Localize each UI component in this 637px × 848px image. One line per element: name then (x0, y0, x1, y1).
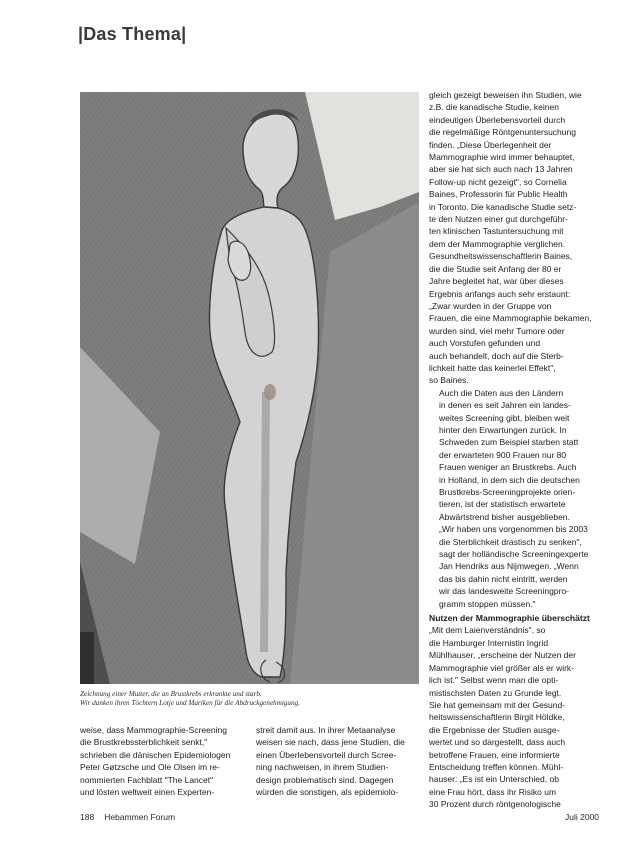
text-line: die Hamburger Internistin Ingrid (429, 637, 549, 648)
text-line: und lösten weltweit einen Experten- (80, 787, 215, 798)
text-line: weise, dass Mammographie-Screening (80, 725, 227, 735)
text-line: in Toronto. Die kanadische Studie setz- (429, 201, 577, 212)
text-line: würden die sonstigen, als epidemiolo- (256, 787, 399, 798)
text-line: Mühlhauser, „erscheine der Nutzen der (429, 650, 576, 661)
text-line: die Ergebnisse der Studien ausge- (429, 724, 560, 735)
text-line: eine Frau hört, dass ihr Risiko um (429, 786, 557, 797)
caption-line: Wir danken ihren Töchtern Lotje und Mariken für die Abdruckgenehmigung. (80, 699, 300, 707)
text-line: eindeutigen Überlebensvorteil durch (429, 114, 566, 125)
text-line: die Brustkrebssterblichkeit senkt," (80, 737, 208, 748)
magazine-name: Hebammen Forum (104, 812, 176, 822)
text-line: „Mit dem Laienverständnis", so (429, 625, 546, 636)
text-line: ning nachweisen, in ihrem Studien- (256, 762, 389, 773)
text-line: Entscheidung treffen können. Mühl- (429, 761, 564, 772)
text-line: Frauen weniger an Brustkrebs. Auch (439, 462, 577, 473)
drawing-figure (80, 92, 419, 684)
text-line: Brustkrebs-Screeningprojekte orien- (439, 487, 576, 497)
text-line: Mammographie wird immer behauptet, (429, 152, 575, 163)
text-line: wurden sind, viel mehr Tumore oder (429, 325, 565, 336)
text-line: die die Studie seit Anfang der 80 er (429, 263, 562, 274)
right-column (429, 89, 601, 811)
text-line: aber sie hat sich auch nach 13 Jahren (429, 164, 573, 175)
text-line: Jan Hendriks aus Nijmwegen. „Wenn (439, 561, 579, 572)
text-line: z.B. die kanadische Studie, keinen (429, 102, 559, 113)
paragraph (429, 387, 601, 610)
text-line: auch behandelt, doch auf die Sterb- (429, 350, 564, 361)
figure-caption (80, 690, 420, 708)
text-line: mistischsten Daten zu Grunde legt. (429, 687, 562, 698)
text-line: 30 Prozent durch röntgenologische (429, 799, 561, 810)
text-line: dem der Mammographie verglichen. (429, 238, 566, 249)
text-line: auch Vorstufen gefunden und (429, 338, 541, 349)
text-line: „Zwar wurden in der Gruppe von (429, 300, 552, 311)
text-line: streit damit aus. In ihrer Metaanalyse (256, 725, 396, 735)
text-line: gleich gezeigt beweisen ihn Studien, wie (429, 90, 582, 100)
text-line: ten klinischen Tastuntersuchung mit (429, 226, 564, 237)
text-line: der erwarteten 900 Frauen nur 80 (439, 449, 567, 460)
bottom-left-column (80, 724, 242, 798)
text-line: Ergebnis anfangs auch sehr erstaunt: (429, 288, 571, 299)
text-line: Sie hat gemeinsam mit der Gesund- (429, 699, 566, 710)
woman-drawing (80, 92, 419, 684)
text-line: Schweden zum Beispiel starben statt (439, 437, 579, 448)
text-line: Mammographie viel größer als er wirk- (429, 662, 575, 673)
text-line: design problematisch sind. Dagegen (256, 774, 394, 785)
text-line: heitswissenschaftlerin Birgit Höldke, (429, 712, 565, 723)
text-line: te den Nutzen einer gut durchgeführ- (429, 214, 568, 225)
footer-left (80, 812, 175, 822)
text-line: Frauen, die eine Mammographie bekamen, (429, 313, 592, 324)
text-line: nommierten Fachblatt "The Lancet" (80, 774, 214, 785)
text-line: schrieben die dänischen Epidemiologen (80, 749, 231, 760)
text-line: Baines, Professorin für Public Health (429, 189, 568, 200)
page-number: 188 (80, 812, 95, 822)
issue-date: Juli 2000 (565, 812, 600, 822)
paragraph (429, 89, 601, 387)
text-line: weisen sie nach, dass jene Studien, die (256, 737, 405, 748)
caption-line: Zeichnung einer Mutter, die an Brustkrebs erkrankte und starb. (80, 690, 262, 698)
text-line: wertet und so dargestellt, dass auch (429, 737, 566, 748)
section-header: |Das Thema| (78, 24, 187, 44)
text-line: Auch die Daten aus den Ländern (439, 387, 564, 398)
text-line: Gesundheitswissenschaftlerin Baines, (429, 251, 573, 262)
bottom-middle-column (256, 724, 424, 798)
text-line: einen Überlebensvorteil durch Scree- (256, 749, 397, 760)
text-line: so Baines. (429, 375, 469, 386)
text-line: wir das landesweite Screeningpro- (439, 586, 569, 597)
text-line: hauser: „Es ist ein Unterschied, ob (429, 774, 559, 785)
text-line: das bis dahin nicht eintritt, werden (439, 573, 568, 584)
text-line: in Holland, in dem sich die deutschen (439, 474, 580, 485)
text-line: weites Screening gibt, bleiben weit (439, 412, 570, 423)
text-line: in denen es seit Jahren ein landes- (439, 400, 571, 411)
paragraph (429, 624, 601, 810)
text-line: Jahre begleitet hat, war über dieses (429, 276, 564, 287)
text-line: betroffene Frauen, eine informierte (429, 749, 560, 760)
text-line: Peter Gøtzsche und Ole Olsen im re- (80, 762, 220, 773)
text-line: lichkeit hatte das keinerlei Effekt", (429, 362, 556, 373)
text-line: tieren, ist der statistisch erwartete (439, 499, 566, 510)
text-line: die Sterblichkeit drastisch zu senken", (439, 536, 582, 547)
text-line: die regelmäßige Röntgenuntersuchung (429, 127, 576, 138)
text-line: gramm stoppen müssen." (439, 598, 536, 609)
text-line: hinter den Erwartungen zurück. In (439, 424, 567, 435)
text-line: sagt der holländische Screeningexperte (439, 549, 589, 560)
text-line: „Wir haben uns vorgenommen bis 2003 (439, 524, 588, 535)
text-line: lich ist." Selbst wenn man die opti- (429, 675, 559, 686)
subheading: Nutzen der Mammographie überschätzt (429, 613, 590, 624)
text-line: Abwärtstrend bisher ausgeblieben. (439, 511, 570, 522)
text-line: Follow-up nicht gezeigt", so Cornelia (429, 176, 567, 187)
text-line: finden. „Diese Überlegenheit der (429, 139, 552, 150)
